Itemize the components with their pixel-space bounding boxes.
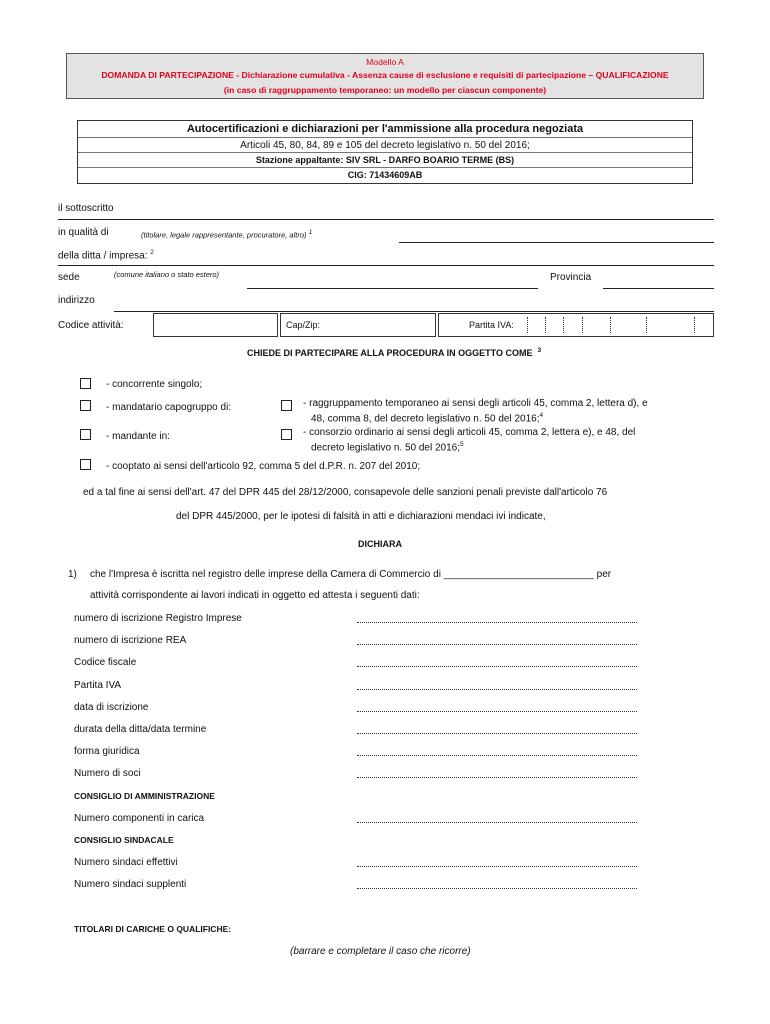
sottoscritto-field[interactable] bbox=[58, 219, 714, 220]
station-line: Stazione appaltante: SIV SRL - DARFO BOARIO TERME (BS) bbox=[78, 153, 692, 168]
checkbox-concorrente-singolo[interactable] bbox=[80, 378, 91, 389]
piva-separator bbox=[545, 317, 546, 333]
checkbox-mandante[interactable] bbox=[80, 429, 91, 440]
sede-field[interactable] bbox=[247, 288, 538, 289]
row-label: forma giuridica bbox=[74, 746, 140, 757]
piva-label: Partita IVA: bbox=[469, 320, 514, 330]
form-header-note: (in caso di raggruppamento temporaneo: un modello per ciascun componente) bbox=[223, 85, 547, 95]
checkbox-mandatario[interactable] bbox=[80, 400, 91, 411]
opt-mandante-label: - mandante in: bbox=[106, 431, 170, 442]
indirizzo-field[interactable] bbox=[114, 311, 714, 312]
row-field[interactable] bbox=[357, 622, 637, 623]
row-label: Numero di soci bbox=[74, 768, 141, 779]
row-field[interactable] bbox=[357, 666, 637, 667]
item1-continuation: attività corrispondente ai lavori indicati in oggetto ed attesta i seguenti dati: bbox=[90, 590, 420, 601]
codice-attivita-field[interactable] bbox=[153, 313, 278, 337]
row-label: data di iscrizione bbox=[74, 702, 149, 713]
row-field[interactable] bbox=[357, 689, 637, 690]
item1-text: che l'Impresa è iscritta nel registro delle imprese della Camera di Commercio di ___________________________ per bbox=[90, 569, 612, 580]
checkbox-consorzio[interactable] bbox=[281, 429, 292, 440]
sede-label: sede bbox=[58, 272, 80, 283]
item1-number: 1) bbox=[68, 569, 77, 580]
sind-row2-field[interactable] bbox=[357, 888, 637, 889]
form-subject-title: DOMANDA DI PARTECIPAZIONE - Dichiarazione cumulativa - Assenza cause di esclusione e requisiti di partecipazione – QUALIFICAZIONE bbox=[101, 70, 669, 80]
indirizzo-label: indirizzo bbox=[58, 295, 95, 306]
chiede-heading: CHIEDE DI PARTECIPARE ALLA PROCEDURA IN OGGETTO COME $^3$ bbox=[247, 347, 542, 358]
row-field[interactable] bbox=[357, 711, 637, 712]
ditta-label: della ditta / impresa: $^2$ bbox=[58, 249, 154, 262]
ditta-field[interactable] bbox=[58, 265, 714, 266]
opt-raggruppamento-line1: - raggruppamento temporaneo ai sensi degli articoli 45, comma 2, lettera d), e bbox=[303, 398, 648, 409]
sind-row1-field[interactable] bbox=[357, 866, 637, 867]
title-box bbox=[77, 120, 693, 184]
disclaimer-line1: ed a tal fine ai sensi dell'art. 47 del DPR 445 del 28/12/2000, consapevole delle sanzioni penali previste dall'articolo 76 bbox=[83, 487, 608, 498]
opt-mandatario-label: - mandatario capogruppo di: bbox=[106, 402, 232, 413]
form-header-box bbox=[66, 53, 704, 99]
piva-separator bbox=[646, 317, 647, 333]
piva-separator bbox=[582, 317, 583, 333]
codice-attivita-label: Codice attività: bbox=[58, 320, 124, 331]
partita-iva-field[interactable] bbox=[438, 313, 714, 337]
barrare-note: (barrare e completare il caso che ricorre) bbox=[290, 946, 471, 957]
row-label: Codice fiscale bbox=[74, 657, 137, 668]
sede-hint: (comune italiano o stato estero) bbox=[114, 270, 220, 279]
provincia-label: Provincia bbox=[550, 272, 592, 283]
opt-raggruppamento-line2: 48, comma 8, del decreto legislativo n. 50 del 2016;$^4$ bbox=[311, 412, 544, 425]
checkbox-cooptato[interactable] bbox=[80, 459, 91, 470]
piva-separator bbox=[610, 317, 611, 333]
piva-separator bbox=[563, 317, 564, 333]
row-field[interactable] bbox=[357, 755, 637, 756]
sind-row1-label: Numero sindaci effettivi bbox=[74, 857, 178, 868]
piva-separator bbox=[527, 317, 528, 333]
cap-label: Cap/Zip: bbox=[286, 320, 321, 330]
disclaimer-line2: del DPR 445/2000, per le ipotesi di falsità in atti e dichiarazioni mendaci ivi indicate, bbox=[176, 511, 546, 522]
opt-cooptato-label: - cooptato ai sensi dell'articolo 92, comma 5 del d.P.R. n. 207 del 2010; bbox=[106, 461, 421, 472]
sottoscritto-label: il sottoscritto bbox=[58, 203, 114, 214]
qualita-field[interactable] bbox=[399, 242, 714, 243]
row-label: durata della ditta/data termine bbox=[74, 724, 207, 735]
titolari-heading: TITOLARI DI CARICHE O QUALIFICHE: bbox=[74, 924, 232, 934]
qualita-label: in qualità di bbox=[58, 227, 109, 238]
sindacale-heading: CONSIGLIO SINDACALE bbox=[74, 835, 174, 845]
row-label: numero di iscrizione REA bbox=[74, 635, 187, 646]
cda-row-field[interactable] bbox=[357, 822, 637, 823]
dichiara-heading: DICHIARA bbox=[358, 539, 402, 549]
cda-heading: CONSIGLIO DI AMMINISTRAZIONE bbox=[74, 791, 215, 801]
opt-singolo-label: - concorrente singolo; bbox=[106, 379, 203, 390]
form-model-label: Modello A bbox=[366, 57, 404, 67]
cig-line: CIG: 71434609AB bbox=[347, 170, 423, 180]
cap-field[interactable] bbox=[280, 313, 436, 337]
row-label: Partita IVA bbox=[74, 680, 122, 691]
document-title: Autocertificazioni e dichiarazioni per l'ammissione alla procedura negoziata bbox=[78, 121, 692, 138]
opt-consorzio-line1: - consorzio ordinario ai sensi degli articoli 45, comma 2, lettera e), e 48, del bbox=[303, 427, 636, 438]
cda-row-label: Numero componenti in carica bbox=[74, 813, 205, 824]
articles-line: Articoli 45, 80, 84, 89 e 105 del decreto legislativo n. 50 del 2016; bbox=[78, 138, 692, 153]
sind-row2-label: Numero sindaci supplenti bbox=[74, 879, 187, 890]
qualita-hint: (titolare, legale rappresentante, procuratore, altro) 1 bbox=[141, 229, 313, 240]
piva-separator bbox=[694, 317, 695, 333]
opt-consorzio-line2: decreto legislativo n. 50 del 2016;$^5$ bbox=[311, 441, 464, 454]
checkbox-raggruppamento[interactable] bbox=[281, 400, 292, 411]
row-label: numero di iscrizione Registro Imprese bbox=[74, 613, 242, 624]
row-field[interactable] bbox=[357, 733, 637, 734]
row-field[interactable] bbox=[357, 777, 637, 778]
row-field[interactable] bbox=[357, 644, 637, 645]
provincia-field[interactable] bbox=[603, 288, 714, 289]
